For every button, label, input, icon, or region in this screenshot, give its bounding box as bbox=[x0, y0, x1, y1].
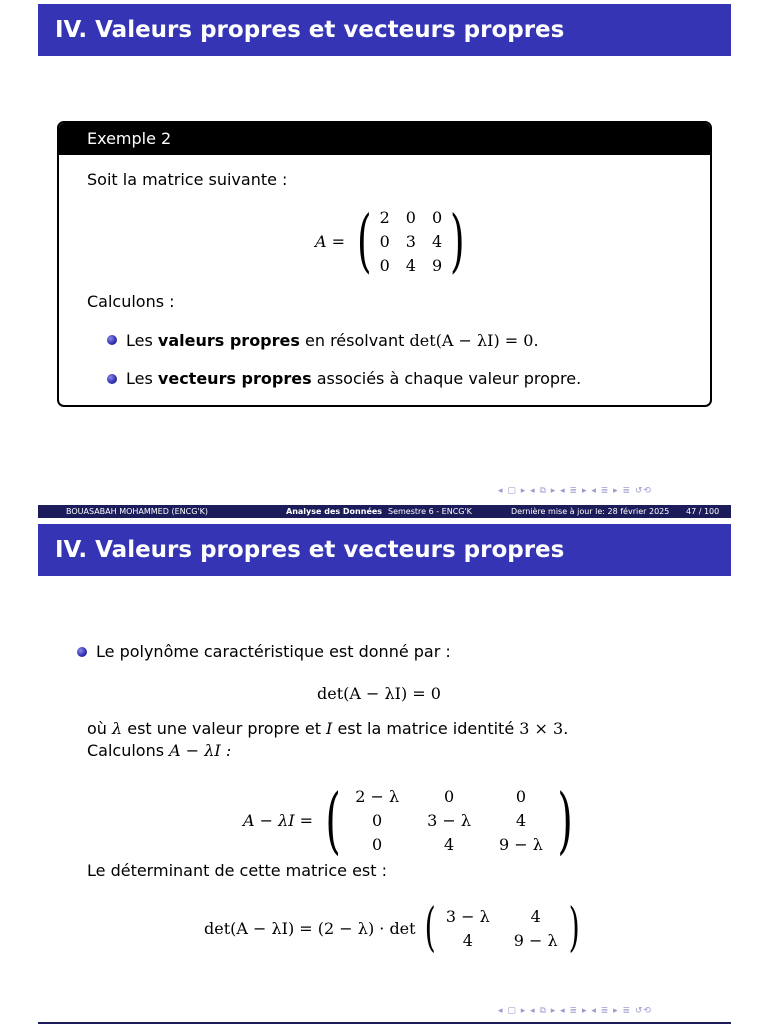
bullet-2-post: associés à chaque valeur propre. bbox=[311, 369, 582, 388]
bullet-1-math: det(A − λI) = 0. bbox=[409, 331, 539, 350]
ou-identity: I bbox=[326, 719, 333, 738]
slide-2 bbox=[0, 520, 768, 1024]
calc-text: Calculons bbox=[87, 741, 170, 760]
bullet-2-bold: vecteurs propres bbox=[157, 369, 312, 388]
matrix3-table bbox=[434, 904, 570, 952]
det-lhs: det(A − λI) = (2 − λ) · det bbox=[204, 918, 416, 938]
bullet-icon bbox=[107, 335, 117, 345]
matrix-a bbox=[315, 202, 471, 281]
matrix-cell: 0 bbox=[379, 256, 390, 275]
matrix-cell: 0 bbox=[431, 208, 443, 227]
det-expansion bbox=[204, 898, 584, 958]
ou-text-2: est une valeur propre et bbox=[122, 719, 327, 738]
bullet-1-post: en résolvant bbox=[299, 331, 410, 350]
matrix-cell: 4 bbox=[530, 906, 541, 926]
matrix2-label: A − λI = bbox=[243, 810, 314, 830]
block-title: Exemple 2 bbox=[59, 123, 710, 155]
matrix-cell: 0 bbox=[372, 810, 383, 830]
bullet-1-bold: valeurs propres bbox=[157, 331, 300, 350]
matrix-cell: 4 bbox=[405, 256, 416, 275]
det-intro-text: Le déterminant de cette matrice est : bbox=[87, 861, 387, 880]
matrix-cell: 2 bbox=[379, 208, 390, 227]
matrix-cell: 4 bbox=[431, 232, 443, 251]
matrix-cell: 9 − λ bbox=[513, 930, 558, 950]
matrix-cell: 2 − λ bbox=[355, 786, 400, 806]
bullet-2 bbox=[126, 369, 581, 388]
matrix-cell: 0 bbox=[443, 786, 455, 806]
left-paren: ( bbox=[424, 898, 436, 958]
right-paren: ) bbox=[557, 778, 573, 862]
left-paren: ( bbox=[325, 778, 341, 862]
bullet-1-pre: Les bbox=[126, 331, 158, 350]
calculons-text: Calculons : bbox=[87, 292, 175, 311]
ou-text-1: où bbox=[87, 719, 113, 738]
bullet-2-pre: Les bbox=[126, 369, 158, 388]
slide-title: IV. Valeurs propres et vecteurs propres bbox=[38, 4, 731, 56]
matrix-cell: 4 bbox=[515, 810, 527, 830]
matrix-a-table bbox=[372, 206, 451, 278]
calc-line bbox=[87, 741, 231, 760]
matrix-cell: 3 bbox=[405, 232, 416, 251]
matrix-cell: 0 bbox=[515, 786, 527, 806]
matrix-cell: 3 − λ bbox=[427, 810, 471, 830]
matrix-cell: 4 bbox=[462, 930, 473, 950]
intro-text: Soit la matrice suivante : bbox=[87, 170, 288, 189]
polynome-text: Le polynôme caractéristique est donné par : bbox=[96, 642, 451, 661]
matrix-cell: 9 − λ bbox=[499, 834, 543, 854]
matrix-cell: 0 bbox=[372, 834, 383, 854]
footer-course: Analyse des Données bbox=[286, 507, 383, 516]
left-paren: ( bbox=[357, 202, 372, 281]
matrix-cell: 4 bbox=[443, 834, 455, 854]
footer-bar bbox=[38, 505, 731, 518]
bullet-1 bbox=[126, 331, 539, 350]
ou-math: 3 × 3. bbox=[519, 719, 569, 738]
matrix2-table bbox=[341, 784, 557, 856]
matrix-a-minus-lambda bbox=[243, 778, 579, 862]
equation-det: det(A − λI) = 0 bbox=[317, 684, 441, 703]
bullet-icon bbox=[107, 374, 117, 384]
matrix-label: A = bbox=[315, 232, 346, 251]
slide-title: IV. Valeurs propres et vecteurs propres bbox=[38, 524, 731, 576]
ou-line bbox=[87, 719, 568, 738]
matrix-cell: 0 bbox=[405, 208, 416, 227]
matrix-cell: 0 bbox=[379, 232, 390, 251]
bullet-icon bbox=[77, 647, 87, 657]
matrix-cell: 9 bbox=[431, 256, 443, 275]
calc-math: A − λI : bbox=[169, 741, 232, 760]
beamer-nav-icons[interactable]: ◂ ▢ ▸ ◂ ⧉ ▸ ◂ ≣ ▸ ◂ ≣ ▸ ≣ ↺⟲ bbox=[498, 1006, 652, 1016]
footer-author: BOUASABAH MOHAMMED (ENCG'K) bbox=[66, 507, 208, 516]
right-paren: ) bbox=[450, 202, 465, 281]
footer-page: 47 / 100 bbox=[686, 507, 720, 516]
beamer-nav-icons[interactable]: ◂ ▢ ▸ ◂ ⧉ ▸ ◂ ≣ ▸ ◂ ≣ ▸ ≣ ↺⟲ bbox=[498, 486, 652, 496]
matrix-cell: 3 − λ bbox=[445, 906, 490, 926]
ou-lambda: λ bbox=[112, 719, 123, 738]
footer-updated: Dernière mise à jour le: 28 février 2025 bbox=[511, 507, 670, 516]
footer-semester: Semestre 6 - ENCG'K bbox=[388, 507, 472, 516]
ou-text-3: est la matrice identité bbox=[332, 719, 520, 738]
right-paren: ) bbox=[568, 898, 580, 958]
